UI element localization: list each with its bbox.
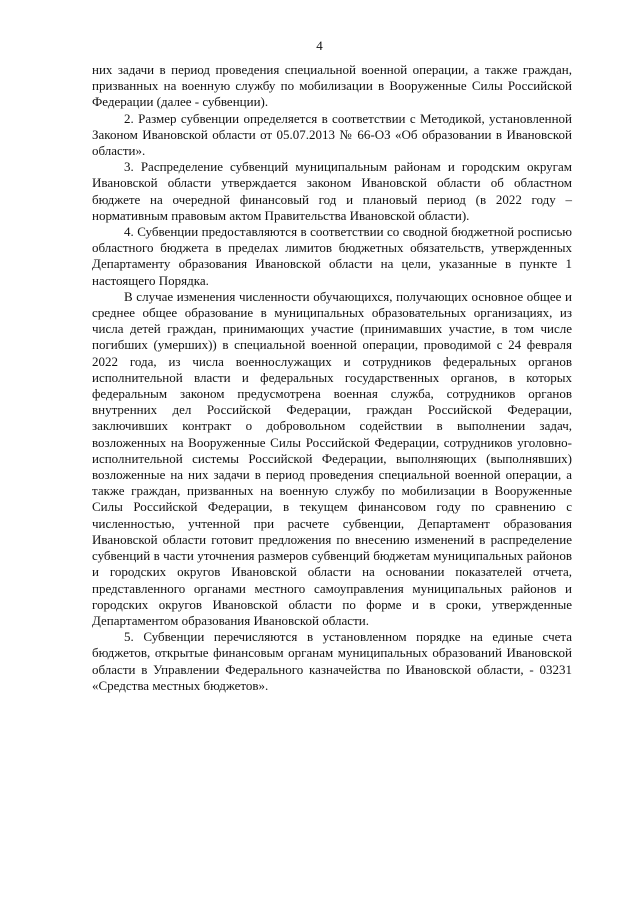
paragraph-2-subvention-size: 2. Размер субвенции определяется в соответствии с Методикой, установленной Законом Ивановской области от 05.07.2013 № 66-ОЗ «Об образовании в Ивановской области».: [92, 110, 572, 159]
paragraph-change-in-student-count: В случае изменения численности обучающихся, получающих основное общее и среднее общее образование в муниципальных образовательных организациях, из числа детей граждан, принимающих участие (принимавших участие, в том числе погибших (умерших)) в специальной военной операции, проводимой с 24 февраля 2022 года, из числа военнослужащих и сотрудников федеральных органов исполнительной власти и федеральных государственных органов, в которых федеральным законом предусмотрена военная служба, сотрудников органов внутренних дел Российской Федерации, граждан Российской Федерации, заключивших контракт о добровольном содействии в выполнении задач, возложенных на Вооруженные Силы Российской Федерации, сотрудников уголовно-исполнительной системы Российской Федерации, выполняющих (выполнявших) возложенные на них задачи в период проведения специальной военной операции, а также граждан, призванных на военную службу по мобилизации в Вооруженные Силы Российской Федерации, в текущем финансовом году по сравнению с численностью, учтенной при расчете субвенции, Департамент образования Ивановской области готовит предложения по внесению изменений в распределение субвенций в части уточнения размеров субвенций бюджетам муниципальных районов и городских округов Ивановской области на основании показателей отчета, представленного органами местного самоуправления муниципальных районов и городских округов Ивановской области по форме и в сроки, утвержденные Департаментом образования Ивановской области.: [92, 288, 572, 628]
paragraph-continuation: них задачи в период проведения специальной военной операции, а также граждан, призванных на военную службу по мобилизации в Вооруженные Силы Российской Федерации (далее - субвенции).: [92, 62, 572, 110]
paragraph-4-provision: 4. Субвенции предоставляются в соответствии со сводной бюджетной росписью областного бюджета в пределах лимитов бюджетных обязательств, утвержденных Департаменту образования Ивановской области на цели, указанные в пункте 1 настоящего Порядка.: [92, 224, 572, 288]
document-body: [92, 62, 572, 694]
paragraph-3-distribution: 3. Распределение субвенций муниципальным районам и городским округам Ивановской области утверждается законом Ивановской области об областном бюджете на очередной финансовый год и плановый период (в 2022 году – нормативным правовым актом Правительства Ивановской области).: [92, 159, 572, 223]
paragraph-5-transfer: 5. Субвенции перечисляются в установленном порядке на единые счета бюджетов, открытые финансовым органам муниципальных образований Ивановской области в Управлении Федерального казначейства по Ивановской области, - 03231 «Средства местных бюджетов».: [92, 629, 572, 693]
page-number: 4: [316, 38, 323, 53]
